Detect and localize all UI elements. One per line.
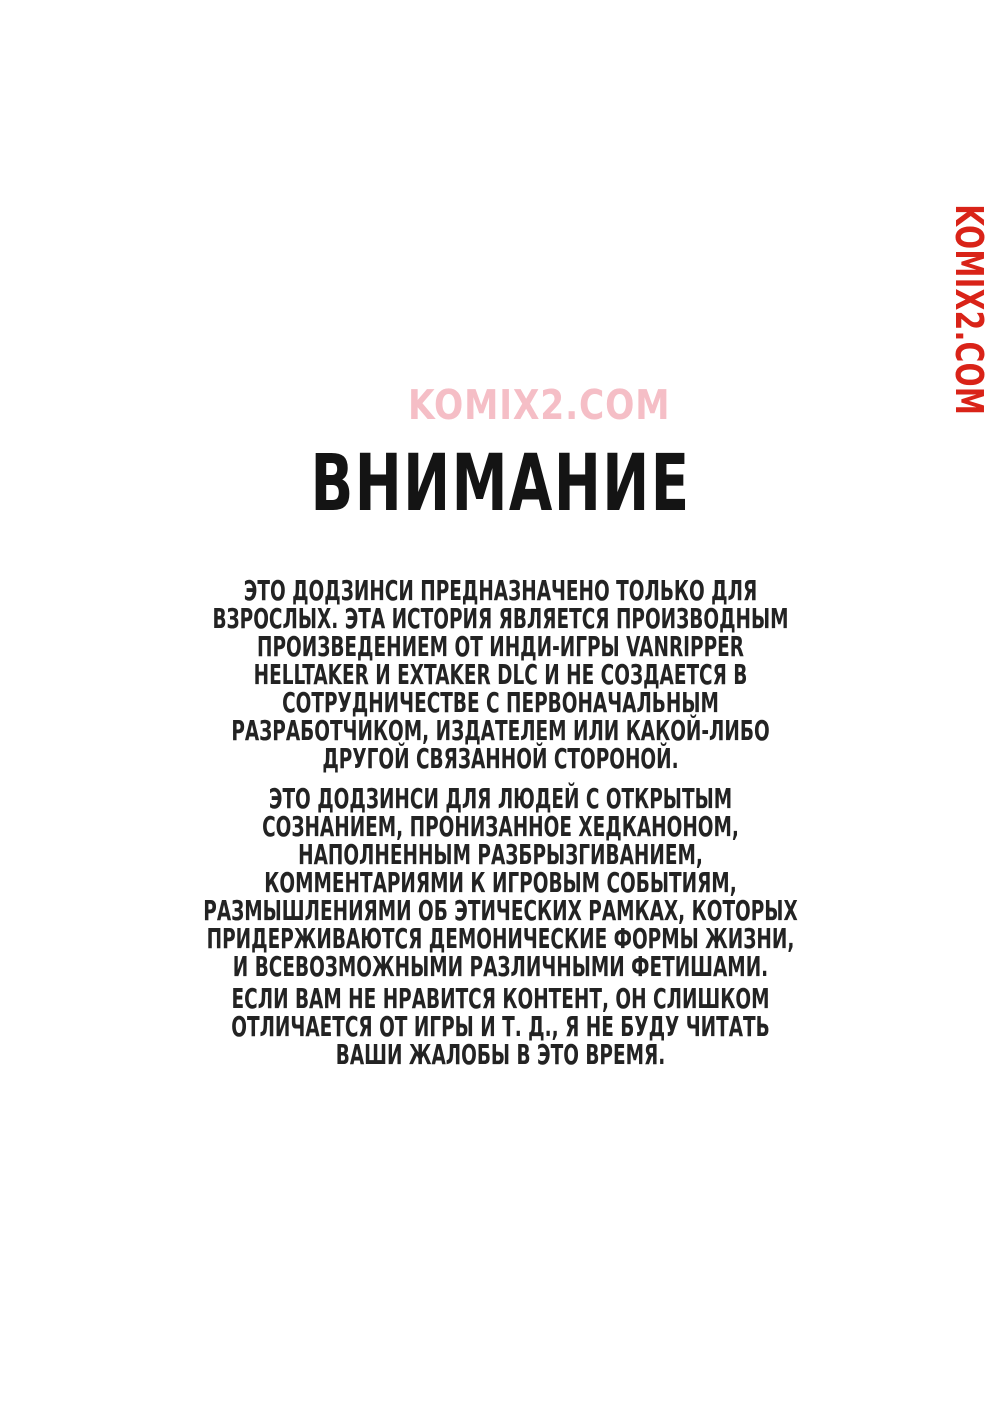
- disclaimer-paragraph-complaints-notice: [170, 982, 831, 1071]
- text-line: ЕСЛИ ВАМ НЕ НРАВИТСЯ КОНТЕНТ, ОН СЛИШКОМ: [231, 982, 770, 1015]
- text-line: HELLTAKER И EXTAKER DLC И НЕ СОЗДАЕТСЯ В: [253, 658, 748, 691]
- text-line: ПРОИЗВЕДЕНИЕМ ОТ ИНДИ-ИГРЫ VANRIPPER: [257, 630, 744, 663]
- side-watermark-outline-text: SEX: [947, 142, 991, 205]
- disclaimer-paragraph-content-description: [170, 782, 831, 983]
- text-line: СОЗНАНИЕМ, ПРОНИЗАННОЕ ХЕДКАНОНОМ,: [262, 810, 739, 843]
- disclaimer-paragraph-derivative-work: [170, 574, 831, 775]
- text-line: ДРУГОЙ СВЯЗАННОЙ СТОРОНОЙ.: [322, 742, 679, 775]
- center-watermark: [80, 381, 921, 429]
- page-title: ВНИМАНИЕ: [310, 439, 691, 529]
- text-line: ВЗРОСЛЫХ. ЭТА ИСТОРИЯ ЯВЛЯЕТСЯ ПРОИЗВОДНЫМ: [212, 602, 789, 635]
- text-line: СОТРУДНИЧЕСТВЕ С ПЕРВОНАЧАЛЬНЫМ: [282, 686, 719, 719]
- text-line: ЭТО ДОДЗИНСИ ДЛЯ ЛЮДЕЙ С ОТКРЫТЫМ: [268, 782, 733, 815]
- side-watermark: [947, 142, 991, 415]
- text-line: ОТЛИЧАЕТСЯ ОТ ИГРЫ И Т. Д., Я НЕ БУДУ ЧИТАТЬ: [231, 1010, 770, 1043]
- text-line: РАЗРАБОТЧИКОМ, ИЗДАТЕЛЕМ ИЛИ КАКОЙ-ЛИБО: [231, 714, 770, 747]
- text-line: РАЗМЫШЛЕНИЯМИ ОБ ЭТИЧЕСКИХ РАМКАХ, КОТОРЫХ: [203, 894, 798, 927]
- text-line: ЭТО ДОДЗИНСИ ПРЕДНАЗНАЧЕНО ТОЛЬКО ДЛЯ: [243, 574, 758, 607]
- text-line: НАПОЛНЕННЫМ РАЗБРЫЗГИВАНИЕМ,: [298, 838, 703, 871]
- side-watermark-solid-text: KOMIX2.COM: [947, 204, 991, 416]
- text-line: И ВСЕВОЗМОЖНЫМИ РАЗЛИЧНЫМИ ФЕТИШАМИ.: [232, 950, 769, 983]
- text-line: ВАШИ ЖАЛОБЫ В ЭТО ВРЕМЯ.: [335, 1038, 666, 1071]
- center-watermark-outline-text: SEX: [330, 381, 409, 429]
- center-watermark-solid-text: KOMIX2.COM: [408, 381, 671, 429]
- text-line: КОММЕНТАРИЯМИ К ИГРОВЫМ СОБЫТИЯМ,: [264, 866, 737, 899]
- text-line: ПРИДЕРЖИВАЮТСЯ ДЕМОНИЧЕСКИЕ ФОРМЫ ЖИЗНИ,: [206, 922, 795, 955]
